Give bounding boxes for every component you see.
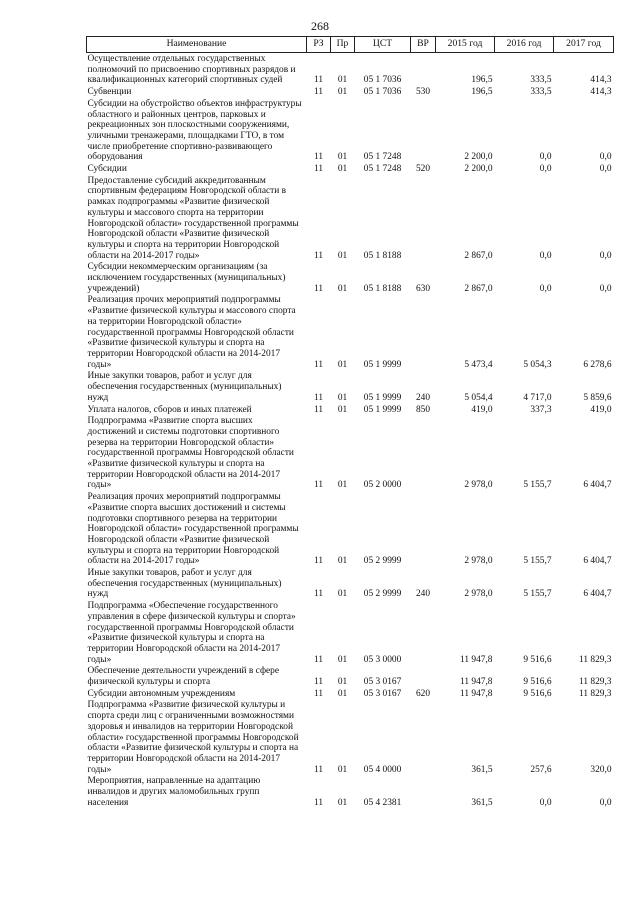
row-rz: 11: [313, 688, 324, 699]
row-value-2016: 333,5: [530, 75, 552, 86]
row-vr: [411, 294, 436, 370]
row-value-2015: 11 947,8: [460, 654, 493, 665]
row-vr: 240: [415, 589, 431, 600]
row-name: Обеспечение деятельности учреждений в сфере физической культуры и спорта: [87, 666, 280, 688]
table-row: [87, 163, 614, 175]
header-vr: ВР: [411, 37, 436, 53]
row-value-2017: 11 829,3: [579, 677, 612, 688]
row-name: Подпрограмма «Развитие физической культуры и спорта среди лиц с ограниченными возможностями здоровья и инвалидов на территории Новгородской области» государственной программы Новгородской области «Развитие физической культуры и спорта на территории Новгородской области на 2014-2017 годы»: [87, 700, 299, 775]
table-row: [87, 567, 614, 600]
row-pr: 01: [337, 677, 348, 688]
row-vr: [411, 775, 436, 808]
row-value-2015: 2 200,0: [464, 152, 493, 163]
row-name: Субсидии на обустройство объектов инфраструктуры областного и районных центров, парковых и рекреационных зон плоскостными сооружениями, уличными тренажерами, площадками ГТО, в том числе приобретение спортивно-развивающего оборудования: [87, 98, 302, 163]
row-cst: 05 2 9999: [363, 589, 402, 600]
row-name: Подпрограмма «Обеспечение государственного управления в сфере физической культуры и спорта» государственной программы Новгородской области «Развитие физической культуры и спорта на территории Новгородской области на 2014-2017 годы»: [87, 601, 296, 665]
row-value-2015: 5 473,4: [464, 359, 493, 370]
row-value-2016: 5 155,7: [523, 556, 552, 567]
row-cst: 05 4 2381: [363, 797, 402, 808]
row-name: Иные закупки товаров, работ и услуг для обеспечения государственных (муниципальных) нужд: [87, 568, 282, 600]
row-cst: 05 1 9999: [363, 404, 402, 415]
table-row: [87, 86, 614, 98]
row-value-2015: 196,5: [471, 87, 493, 98]
row-cst: 05 2 9999: [363, 556, 402, 567]
row-name: Реализация прочих мероприятий подпрограммы «Развитие физической культуры и массового спорта на территории Новгородской области» государственной программы Новгородской области «Развитие физической культуры и спорта на территории Новгородской области на 2014-2017 годы»: [87, 295, 296, 370]
row-pr: 01: [337, 764, 348, 775]
row-value-2015: 2 978,0: [464, 556, 493, 567]
row-value-2017: 11 829,3: [579, 654, 612, 665]
row-value-2016: 5 155,7: [523, 589, 552, 600]
row-rz: 11: [313, 392, 324, 403]
row-value-2015: 11 947,8: [460, 688, 493, 699]
row-value-2016: 333,5: [530, 87, 552, 98]
row-value-2017: 0,0: [599, 250, 612, 261]
row-pr: 01: [337, 283, 348, 294]
row-vr: 850: [415, 404, 431, 415]
row-pr: 01: [337, 589, 348, 600]
row-value-2017: 11 829,3: [579, 688, 612, 699]
row-pr: 01: [337, 87, 348, 98]
row-name: Реализация прочих мероприятий подпрограммы «Развитие спорта высших достижений и системы подготовки спортивного резерва на территории Новгородской области» государственной программы Новгородской области «Развитие физической культуры и спорта на территории Новгородской области на 2014-2017 годы»: [87, 492, 299, 567]
row-vr: [411, 600, 436, 665]
row-value-2016: 257,6: [530, 764, 552, 775]
row-cst: 05 4 0000: [363, 764, 402, 775]
table-row: [87, 415, 614, 491]
header-rz: РЗ: [307, 37, 331, 53]
row-value-2015: 11 947,8: [460, 677, 493, 688]
row-rz: 11: [313, 164, 324, 175]
row-pr: 01: [337, 152, 348, 163]
row-name: Субсидии автономным учреждениям: [87, 688, 236, 699]
row-name: Иные закупки товаров, работ и услуг для обеспечения государственных (муниципальных) нужд: [87, 371, 282, 403]
row-value-2016: 5 155,7: [523, 480, 552, 491]
row-name: Субсидии некоммерческим организациям (за исключением государственных (муниципальных) учреждений): [87, 262, 286, 294]
row-cst: 05 1 7036: [363, 75, 402, 86]
row-rz: 11: [313, 87, 324, 98]
row-value-2015: 196,5: [471, 75, 493, 86]
table-row: [87, 53, 614, 87]
row-value-2017: 414,3: [590, 87, 612, 98]
row-pr: 01: [337, 404, 348, 415]
header-2015: 2015 год: [436, 37, 495, 53]
header-pr: Пр: [331, 37, 355, 53]
row-value-2017: 414,3: [590, 75, 612, 86]
row-value-2015: 2 867,0: [464, 250, 493, 261]
row-name: Мероприятия, направленные на адаптацию инвалидов и других маломобильных групп населения: [87, 776, 261, 808]
row-pr: 01: [337, 164, 348, 175]
table-row: [87, 699, 614, 775]
row-rz: 11: [313, 764, 324, 775]
row-value-2017: 5 859,6: [583, 392, 612, 403]
table-row: [87, 600, 614, 665]
row-rz: 11: [313, 283, 324, 294]
row-value-2016: 0,0: [539, 283, 552, 294]
row-vr: [411, 175, 436, 262]
row-cst: 05 1 8188: [363, 250, 402, 261]
row-value-2016: 0,0: [539, 152, 552, 163]
row-rz: 11: [313, 359, 324, 370]
row-rz: 11: [313, 250, 324, 261]
row-value-2017: 419,0: [590, 404, 612, 415]
row-cst: 05 3 0167: [363, 688, 402, 699]
row-value-2017: 6 404,7: [583, 556, 612, 567]
table-row: [87, 370, 614, 403]
row-vr: [411, 665, 436, 687]
row-pr: 01: [337, 654, 348, 665]
row-value-2016: 5 054,3: [523, 359, 552, 370]
row-pr: 01: [337, 250, 348, 261]
row-vr: 240: [415, 392, 431, 403]
row-rz: 11: [313, 654, 324, 665]
table-row: [87, 688, 614, 700]
table-body: [87, 53, 614, 809]
row-vr: [411, 699, 436, 775]
row-value-2016: 0,0: [539, 797, 552, 808]
row-pr: 01: [337, 392, 348, 403]
row-value-2015: 2 978,0: [464, 589, 493, 600]
row-value-2016: 9 516,6: [523, 688, 552, 699]
table-row: [87, 404, 614, 416]
row-vr: [411, 98, 436, 163]
row-rz: 11: [313, 556, 324, 567]
row-rz: 11: [313, 797, 324, 808]
row-value-2016: 337,3: [530, 404, 552, 415]
row-rz: 11: [313, 152, 324, 163]
row-name: Субвенции: [87, 87, 132, 98]
row-cst: 05 1 7248: [363, 152, 402, 163]
row-rz: 11: [313, 75, 324, 86]
row-value-2017: 0,0: [599, 152, 612, 163]
table-header-row: [87, 37, 614, 53]
row-name: Субсидии: [87, 164, 127, 175]
row-pr: 01: [337, 688, 348, 699]
row-value-2015: 2 867,0: [464, 283, 493, 294]
row-vr: 530: [415, 87, 431, 98]
row-vr: [411, 53, 436, 87]
row-value-2015: 419,0: [471, 404, 493, 415]
row-value-2015: 361,5: [471, 797, 493, 808]
row-value-2016: 0,0: [539, 164, 552, 175]
table-row: [87, 98, 614, 163]
row-name: Предоставление субсидий аккредитованным спортивным федерациям Новгородской области в рамках подпрограммы «Развитие физической культуры и массового спорта на территории Новгородской области» государственной программы Новгородской области «Развитие физической культуры и спорта на территории Новгородской области на 2014-2017 годы»: [87, 175, 299, 261]
row-value-2015: 2 200,0: [464, 164, 493, 175]
row-rz: 11: [313, 677, 324, 688]
header-2016: 2016 год: [495, 37, 554, 53]
row-cst: 05 3 0167: [363, 677, 402, 688]
row-name: Подпрограмма «Развитие спорта высших достижений и системы подготовки спортивного резерва на территории Новгородской области» государственной программы Новгородской области «Развитие физической культуры и спорта на территории Новгородской области на 2014-2017 годы»: [87, 416, 294, 491]
row-name: Осуществление отдельных государственных полномочий по присвоению спортивных разрядов и квалификационных категорий спортивных судей: [87, 54, 296, 86]
table-row: [87, 665, 614, 687]
row-rz: 11: [313, 480, 324, 491]
row-value-2017: 6 404,7: [583, 480, 612, 491]
row-cst: 05 1 9999: [363, 359, 402, 370]
row-value-2015: 5 054,4: [464, 392, 493, 403]
row-value-2017: 6 404,7: [583, 589, 612, 600]
row-value-2017: 6 278,6: [583, 359, 612, 370]
row-pr: 01: [337, 556, 348, 567]
row-cst: 05 1 7248: [363, 164, 402, 175]
row-value-2016: 9 516,6: [523, 654, 552, 665]
row-value-2017: 0,0: [599, 283, 612, 294]
row-value-2016: 0,0: [539, 250, 552, 261]
row-vr: [411, 415, 436, 491]
row-cst: 05 1 7036: [363, 87, 402, 98]
row-cst: 05 1 9999: [363, 392, 402, 403]
header-cst: ЦСТ: [355, 37, 411, 53]
row-vr: 620: [415, 688, 431, 699]
row-pr: 01: [337, 480, 348, 491]
header-2017: 2017 год: [554, 37, 614, 53]
row-cst: 05 3 0000: [363, 654, 402, 665]
row-pr: 01: [337, 359, 348, 370]
table-row: [87, 294, 614, 370]
row-value-2016: 9 516,6: [523, 677, 552, 688]
table-row: [87, 491, 614, 567]
row-name: Уплата налогов, сборов и иных платежей: [87, 404, 252, 415]
budget-table: [86, 36, 614, 809]
row-vr: 630: [415, 283, 431, 294]
row-cst: 05 2 0000: [363, 480, 402, 491]
row-pr: 01: [337, 75, 348, 86]
row-rz: 11: [313, 589, 324, 600]
row-value-2015: 2 978,0: [464, 480, 493, 491]
table-row: [87, 175, 614, 262]
row-value-2015: 361,5: [471, 764, 493, 775]
row-value-2016: 4 717,0: [523, 392, 552, 403]
row-cst: 05 1 8188: [363, 283, 402, 294]
row-vr: 520: [415, 164, 431, 175]
row-value-2017: 0,0: [599, 797, 612, 808]
header-name: Наименование: [87, 37, 307, 53]
page-number: 268: [311, 19, 329, 33]
row-pr: 01: [337, 797, 348, 808]
row-value-2017: 0,0: [599, 164, 612, 175]
row-value-2017: 320,0: [590, 764, 612, 775]
row-vr: [411, 491, 436, 567]
table-row: [87, 261, 614, 294]
table-row: [87, 775, 614, 808]
row-rz: 11: [313, 404, 324, 415]
